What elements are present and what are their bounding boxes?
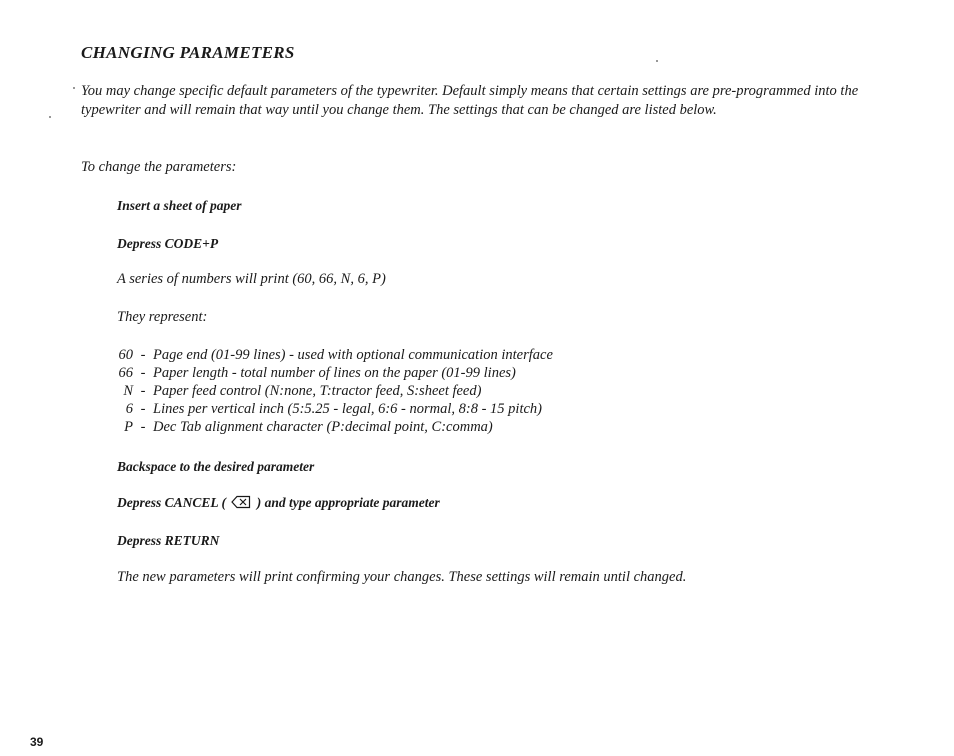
closing-text: The new parameters will print confirming your changes. These settings will remain until changed. (117, 569, 687, 585)
cancel-key-icon (231, 495, 251, 513)
legend-desc: Lines per vertical inch (5:5.25 - legal, 6:6 - normal, 8:8 - 15 pitch) (153, 401, 543, 417)
step-cancel-pre: Depress CANCEL ( (117, 495, 227, 510)
scan-speck (73, 87, 75, 89)
step-insert-paper: Insert a sheet of paper (117, 198, 242, 213)
legend-desc: Paper length - total number of lines on the paper (01-99 lines) (153, 365, 516, 381)
they-represent-text: They represent: (117, 309, 208, 325)
legend-desc: Page end (01-99 lines) - used with optional communication interface (153, 347, 553, 363)
legend-row: 6 - Lines per vertical inch (5:5.25 - legal, 6:6 - normal, 8:8 - 15 pitch) (117, 400, 553, 418)
step-cancel-post: ) and type appropriate parameter (256, 495, 440, 510)
page-title: CHANGING PARAMETERS (81, 43, 295, 62)
legend-row: P - Dec Tab alignment character (P:decimal point, C:comma) (117, 418, 553, 436)
step-backspace: Backspace to the desired parameter (117, 459, 315, 474)
scan-speck (49, 116, 51, 118)
legend-key: N (123, 383, 133, 399)
legend-row: 66 - Paper length - total number of lines on the paper (01-99 lines) (118, 365, 516, 381)
intro-paragraph: You may change specific default parameters of the typewriter. Default simply means that certain settings are pre-programmed into the typewriter and will remain that way until you change them. The settings that can be changed are listed below. (81, 83, 859, 118)
step-depress-return: Depress RETURN (117, 533, 220, 548)
legend-row: 60 - Page end (01-99 lines) - used with optional communication interface (118, 347, 553, 363)
legend-key: 6 (125, 401, 133, 417)
legend-desc: Paper feed control (N:none, T:tractor feed, S:sheet feed) (153, 383, 482, 399)
scan-speck (656, 60, 658, 62)
legend-key: 66 (118, 365, 133, 381)
legend-row: N - Paper feed control (N:none, T:tractor feed, S:sheet feed) (117, 382, 553, 400)
to-change-text: To change the parameters: (81, 159, 237, 175)
legend-key: P (124, 419, 133, 435)
step-depress-code-p: Depress CODE+P (117, 236, 219, 251)
series-print-text: A series of numbers will print (60, 66, N, 6, P) (117, 271, 386, 287)
legend-key: 60 (118, 347, 133, 363)
step-depress-cancel (117, 495, 440, 513)
page-number: 39 (30, 735, 44, 749)
parameter-legend (117, 346, 553, 436)
legend-desc: Dec Tab alignment character (P:decimal point, C:comma) (153, 419, 493, 435)
